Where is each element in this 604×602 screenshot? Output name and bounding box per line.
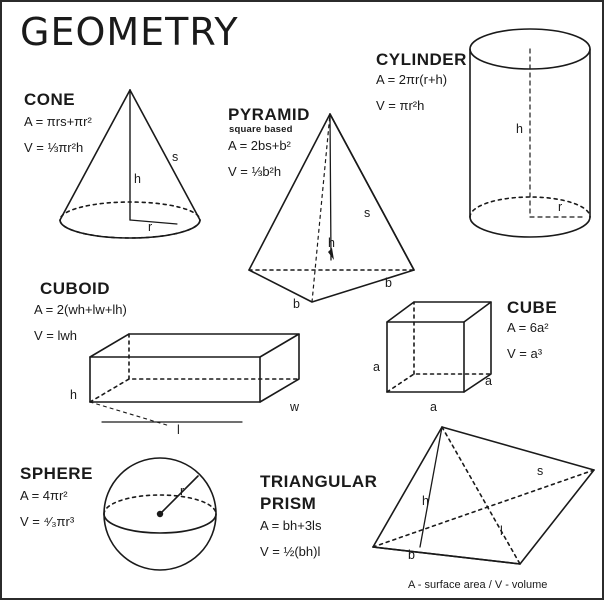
prism-dim-b: b bbox=[408, 548, 415, 562]
cone-dim-h: h bbox=[134, 172, 141, 186]
prism-label-line1: TRIANGULAR bbox=[260, 472, 378, 491]
prism-volume-formula: V = ½(bh)l bbox=[260, 544, 321, 559]
cube-dim-a1: a bbox=[373, 360, 380, 374]
cuboid-figure bbox=[90, 334, 299, 426]
legend-footnote: A - surface area / V - volume bbox=[408, 579, 548, 591]
cuboid-area-formula: A = 2(wh+lw+lh) bbox=[34, 302, 127, 317]
cone-dim-r: r bbox=[148, 220, 153, 234]
cuboid-dim-w: w bbox=[290, 400, 300, 414]
cube-dim-a3: a bbox=[430, 400, 437, 414]
cylinder-figure bbox=[470, 29, 590, 237]
prism-dim-l: l bbox=[500, 524, 503, 538]
prism-dim-h: h bbox=[422, 494, 429, 508]
cuboid-dim-h: h bbox=[70, 388, 77, 402]
pyramid-dim-h: h bbox=[328, 236, 335, 250]
cuboid-label: CUBOID bbox=[40, 279, 111, 298]
cube-dim-a2: a bbox=[485, 374, 492, 388]
sphere-dim-r: r bbox=[180, 484, 185, 498]
cube-volume-formula: V = a³ bbox=[507, 346, 543, 361]
prism-dim-s: s bbox=[537, 464, 544, 478]
cube-area-formula: A = 6a² bbox=[507, 320, 549, 335]
prism-area-formula: A = bh+3ls bbox=[260, 518, 322, 533]
pyramid-sublabel: square based bbox=[229, 124, 293, 135]
prism-label-line2: PRISM bbox=[260, 494, 317, 513]
pyramid-dim-s: s bbox=[364, 206, 371, 220]
sphere-label: SPHERE bbox=[20, 464, 93, 483]
pyramid-volume-formula: V = ⅓b²h bbox=[228, 164, 282, 179]
cone-volume-formula: V = ⅓πr²h bbox=[24, 140, 84, 155]
cube-label: CUBE bbox=[507, 298, 558, 317]
pyramid-area-formula: A = 2bs+b² bbox=[228, 138, 291, 153]
cone-figure bbox=[60, 90, 200, 238]
sphere-figure bbox=[104, 458, 216, 570]
cube-figure bbox=[387, 302, 491, 392]
pyramid-label: PYRAMID bbox=[228, 105, 310, 124]
page-title: GEOMETRY bbox=[20, 10, 239, 54]
cylinder-area-formula: A = 2πr(r+h) bbox=[376, 72, 448, 87]
pyramid-dim-b1: b bbox=[385, 276, 392, 290]
pyramid-dim-b2: b bbox=[293, 297, 300, 311]
cone-dim-s: s bbox=[172, 150, 179, 164]
cylinder-volume-formula: V = πr²h bbox=[376, 98, 425, 113]
cylinder-label: CYLINDER bbox=[376, 50, 467, 69]
sphere-area-formula: A = 4πr² bbox=[20, 488, 68, 503]
cylinder-dim-r: r bbox=[558, 200, 563, 214]
sphere-volume-formula: V = ⁴⁄₃πr³ bbox=[20, 514, 75, 529]
cylinder-dim-h: h bbox=[516, 122, 523, 136]
triangular-prism-figure bbox=[373, 427, 594, 564]
cuboid-dim-l: l bbox=[177, 423, 180, 437]
cone-area-formula: A = πrs+πr² bbox=[24, 114, 92, 129]
cuboid-volume-formula: V = lwh bbox=[34, 328, 77, 343]
cone-label: CONE bbox=[24, 90, 76, 109]
